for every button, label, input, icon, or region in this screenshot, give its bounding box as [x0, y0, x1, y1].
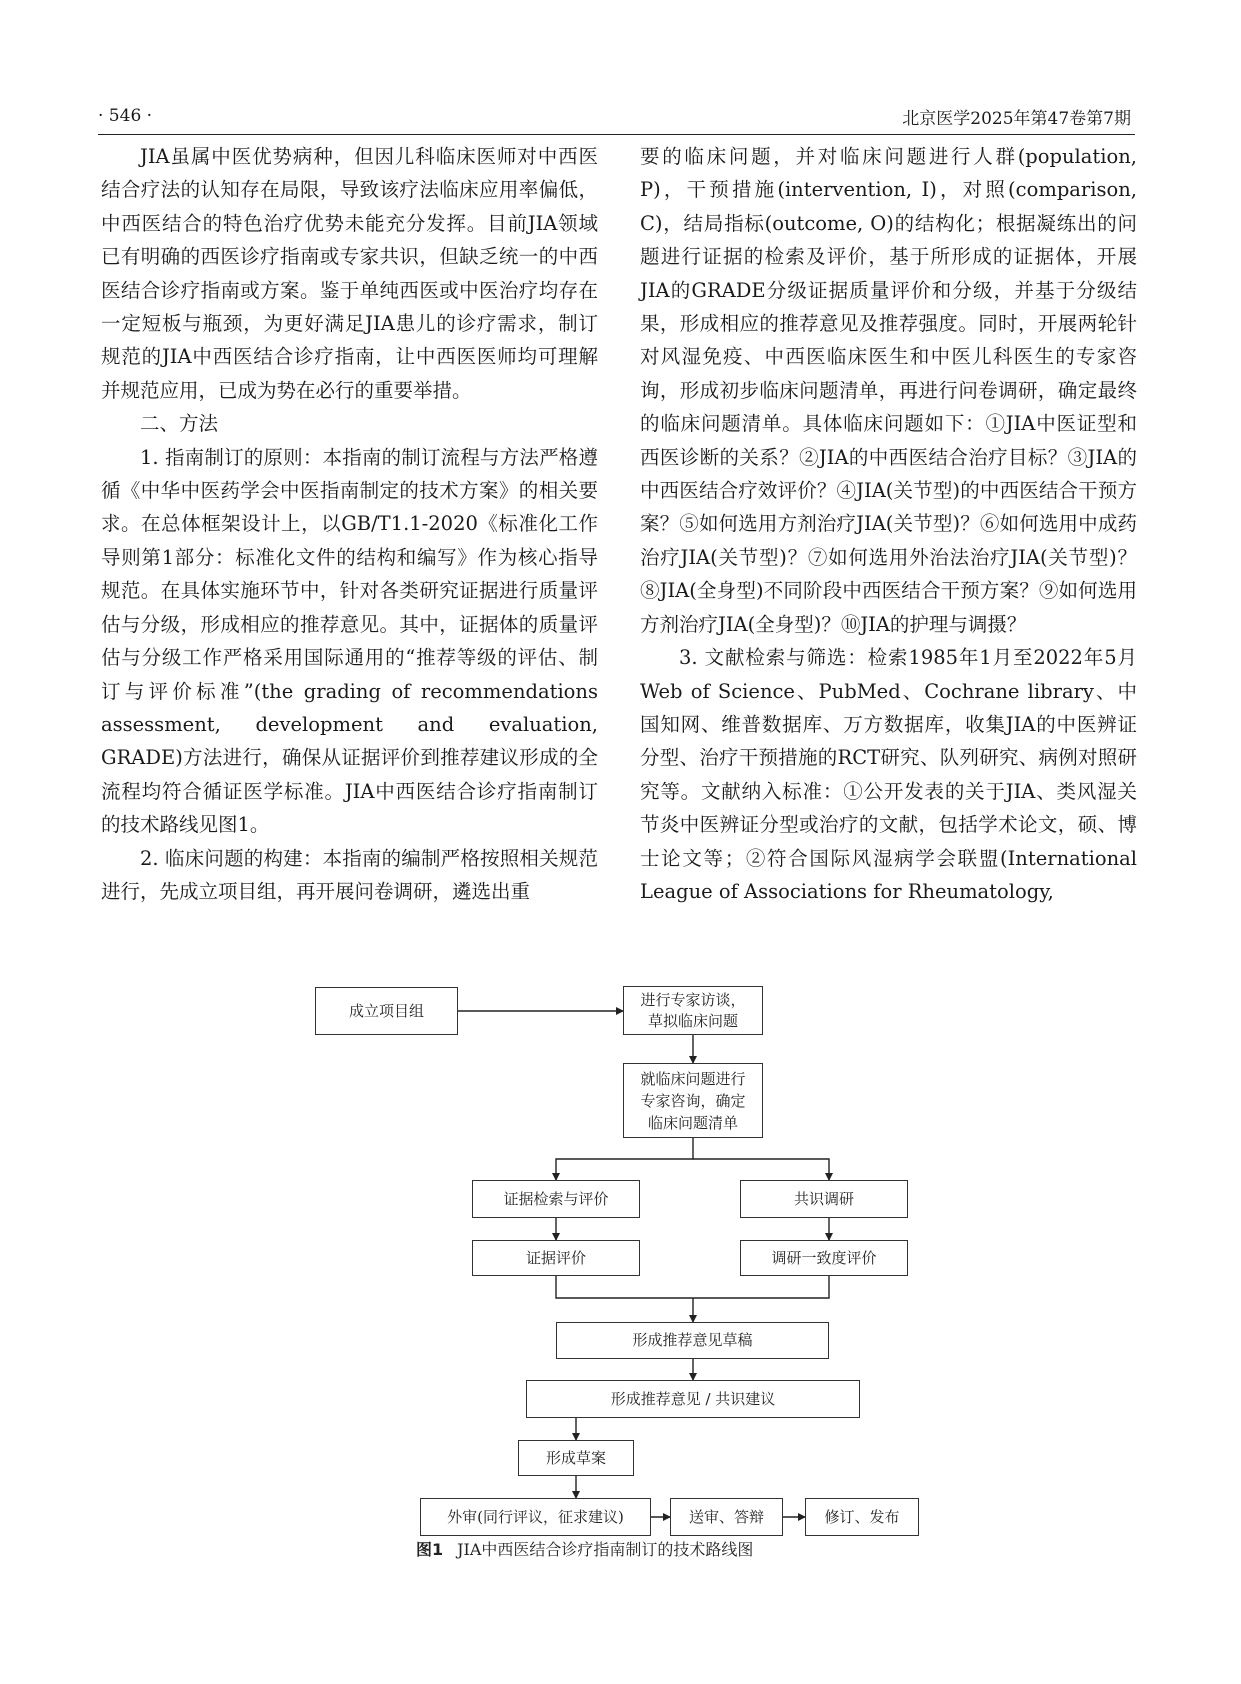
- flow-node-consensus-survey: 共识调研: [740, 1180, 908, 1218]
- paragraph-clinical-questions-cont: 要的临床问题，并对临床问题进行人群(population, P)，干预措施(intervention, I)，对照(comparison, C)，结局指标(outcome, O)的结构化；根据凝练出的问题进行证据的检索及评价，基于所形成的证据体，开展JIA的GRADE分级证据质量评价和分级，并基于分级结果，形成相应的推荐意见及推荐强度。同时，开展两轮针对风湿免疫、中西医临床医生和中医儿科医生的专家咨询，形成初步临床问题清单，再进行问卷调研，确定最终的临床问题清单。具体临床问题如下：①JIA中医证型和西医诊断的关系？②JIA的中西医结合治疗目标？③JIA的中西医结合疗效评价？④JIA(关节型)的中西医结合干预方案？⑤如何选用方剂治疗JIA(关节型)？⑥如何选用中成药治疗JIA(关节型)？⑦如何选用外治法治疗JIA(关节型)？⑧JIA(全身型)不同阶段中西医结合干预方案？⑨如何选用方剂治疗JIA(全身型)？⑩JIA的护理与调摄？: [640, 145, 1137, 636]
- paragraph-literature-search: 3. 文献检索与筛选：检索1985年1月至2022年5月Web of Science、PubMed、Cochrane library、中国知网、维普数据库、万方数据库，收集JIA的中医辨证分型、治疗干预措施的RCT研究、队列研究、病例对照研究等。文献纳入标准：①公开发表的关于JIA、类风湿关节炎中医辨证分型或治疗的文献，包括学术论文，硕、博士论文等；②符合国际风湿病学会联盟(International League of Associations for Rheumatology,: [640, 646, 1137, 903]
- flow-node-expert-interviews: 进行专家访谈， 草拟临床问题: [623, 986, 763, 1035]
- flow-node-evidence-search: 证据检索与评价: [472, 1180, 640, 1218]
- flow-node-evidence-evaluation: 证据评价: [472, 1240, 640, 1276]
- paragraph-clinical-questions: 2. 临床问题的构建：本指南的编制严格按照相关规范进行，先成立项目组，再开展问卷调研，遴选出重: [101, 846, 598, 903]
- flow-node-form-project-group: 成立项目组: [315, 987, 458, 1035]
- flow-node-submit-defense: 送审、答辩: [670, 1498, 783, 1536]
- figure-caption: [416, 1537, 753, 1560]
- flow-node-revise-publish: 修订、发布: [805, 1498, 919, 1536]
- flow-node-draft-recommendations: 形成推荐意见草稿: [556, 1322, 829, 1359]
- flow-node-expert-consultation: 就临床问题进行 专家咨询，确定 临床问题清单: [623, 1063, 763, 1138]
- page-number: · 546 ·: [98, 106, 153, 126]
- figure-caption-text: JIA中西医结合诊疗指南制订的技术路线图: [457, 1540, 754, 1559]
- arrow-n3-n4: [556, 1138, 693, 1180]
- journal-title: 北京医学2025年第47卷第7期: [902, 109, 1131, 129]
- figure-caption-label: 图1: [416, 1540, 444, 1559]
- arrow-n3-n5: [693, 1159, 829, 1180]
- paragraph-principles: 1. 指南制订的原则：本指南的制订流程与方法严格遵循《中华中医药学会中医指南制定的技术方案》的相关要求。在总体框架设计上，以GB/T1.1-2020《标准化工作导则第1部分：标准化文件的结构和编写》作为核心指导规范。在具体实施环节中，针对各类研究证据进行质量评估与分级，形成相应的推荐意见。其中，证据体的质量评估与分级工作严格采用国际通用的“推荐等级的评估、制订与评价标准”(the grading of recommendations assessment, development and evaluation, GRADE)方法进行，确保从证据评价到推荐建议形成的全流程均符合循证医学标准。JIA中西医结合诊疗指南制订的技术路线见图1。: [101, 445, 598, 837]
- flow-node-recommendations-consensus: 形成推荐意见 / 共识建议: [526, 1380, 860, 1418]
- paragraph-background: JIA虽属中医优势病种，但因儿科临床医师对中西医结合疗法的认知存在局限，导致该疗法临床应用率偏低，中西医结合的特色治疗优势未能充分发挥。目前JIA领域已有明确的西医诊疗指南或专家共识，但缺乏统一的中西医结合诊疗指南或方案。鉴于单纯西医或中医治疗均存在一定短板与瓶颈，为更好满足JIA患儿的诊疗需求，制订规范的JIA中西医结合诊疗指南，让中西医医师均可理解并规范应用，已成为势在必行的重要举措。: [101, 145, 598, 402]
- flow-node-external-review: 外审(同行评议，征求建议): [420, 1498, 651, 1536]
- flow-node-consistency-evaluation: 调研一致度评价: [740, 1240, 908, 1276]
- section-heading-methods: 二、方法: [140, 412, 219, 436]
- merge-n6-n7: [556, 1276, 829, 1298]
- flow-node-draft-plan: 形成草案: [518, 1440, 634, 1476]
